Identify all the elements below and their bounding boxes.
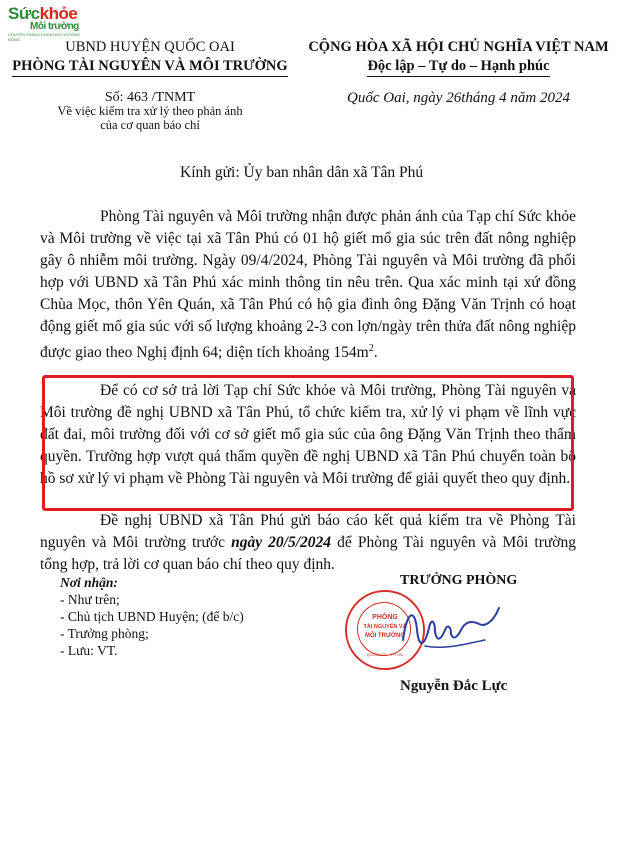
agency-header: [0, 38, 300, 77]
logo-text-moitruong: Môi trường: [30, 21, 79, 32]
paragraph-1-superscript: 2: [368, 343, 374, 354]
paragraph-2-text: Để có cơ sở trả lời Tạp chí Sức khỏe và Môi trường, Phòng Tài nguyên và Môi trường đề nghị UBND xã Tân Phú, tổ chức kiểm tra, xử lý vi phạm về lĩnh vực đất đai, môi trường đối với cơ sở giết mổ gia súc của ông Đặng Văn Trịnh theo thẩm quyền. Trường hợp vượt quá thẩm quyền đề nghị UBND xã Tân Phú chuyển toàn bộ hồ sơ xử lý vi phạm về Phòng Tài nguyên và Môi trường để giải quyết theo quy định.: [40, 382, 576, 487]
paragraph-1-end: .: [373, 344, 378, 362]
recipients-title: Nơi nhận:: [60, 575, 118, 590]
document-date: Quốc Oai, ngày 26tháng 4 năm 2024: [347, 90, 570, 106]
paragraph-3: [40, 510, 576, 576]
national-motto: Độc lập – Tự do – Hạnh phúc: [367, 57, 549, 77]
agency-name: PHÒNG TÀI NGUYÊN VÀ MÔI TRƯỜNG: [12, 57, 287, 77]
national-title: CỘNG HÒA XÃ HỘI CHỦ NGHĨA VIỆT NAM: [308, 39, 609, 55]
paragraph-1: [40, 206, 576, 364]
seal-bottom: QUỐC OAI - T.P HN: [366, 652, 404, 657]
signer-title: TRƯỞNG PHÒNG: [400, 573, 518, 588]
seal-line-2: TÀI NGUYÊN VÀ: [363, 624, 407, 630]
signature: [395, 600, 505, 660]
recipient-item: - Chủ tịch UBND Huyện; (để b/c): [60, 609, 244, 624]
document-number: Số: 463 /TNMT: [104, 90, 196, 105]
paragraph-3-deadline: ngày 20/5/2024: [231, 534, 332, 551]
recipients-list: [60, 574, 244, 659]
subject-line-1: Về việc kiểm tra xử lý theo phản ánh: [57, 104, 243, 118]
national-header: [300, 38, 617, 77]
paragraph-1-text: Phòng Tài nguyên và Môi trường nhận được phản ánh của Tạp chí Sức khỏe và Môi trường về việc tại xã Tân Phú có 01 hộ giết mổ gia súc trên đất nông nghiệp gây ô nhiễm môi trường. Ngày 09/4/2024, Phòng Tài nguyên và Môi trường đã phối hợp với UBND xã Tân Phú xác minh thông tin nêu trên. Qua xác minh tại xứ đồng Chùa Mọc, thôn Yên Quán, xã Tân Phú có hộ gia đình ông Đặng Văn Trịnh có hoạt động giết mổ gia súc với số lượng khoảng 2-3 con lợn/ngày trên thửa đất nông nghiệp được giao theo Nghị định 64; diện tích khoảng 154m: [40, 208, 576, 362]
recipient-item: - Lưu: VT.: [60, 643, 118, 658]
seal-line-3: MÔI TRƯỜNG: [364, 633, 406, 639]
logo-tagline: CHUYÊN TRANG KHOA HỌC VÌ CỘNG ĐỒNG: [8, 32, 81, 42]
seal-line-1: PHÒNG: [372, 614, 398, 621]
signer-name: Nguyễn Đắc Lực: [400, 678, 508, 694]
subject-line-2: của cơ quan báo chí: [100, 118, 200, 132]
recipient-item: - Như trên;: [60, 592, 120, 607]
logo-text-suc: Sức: [8, 4, 40, 23]
paragraph-3-text-c: để Phòng Tài nguyên và Môi trường tổng hợp, trả lời cơ quan báo chí theo quy định.: [40, 534, 576, 573]
document-subject: [0, 104, 300, 132]
logo-text-khoe: khỏe: [39, 4, 78, 23]
paragraph-3-text-a: Đề nghị UBND xã Tân Phú gửi báo cáo kết quả kiểm tra về Phòng Tài nguyên và Môi trường trước: [40, 512, 576, 551]
site-logo: [8, 4, 88, 42]
agency-parent: UBND HUYỆN QUỐC OAI: [65, 39, 235, 55]
recipient-item: - Trưởng phòng;: [60, 626, 149, 641]
recipient-line: Kính gửi: Ủy ban nhân dân xã Tân Phú: [180, 164, 424, 181]
highlight-box: [42, 375, 574, 511]
